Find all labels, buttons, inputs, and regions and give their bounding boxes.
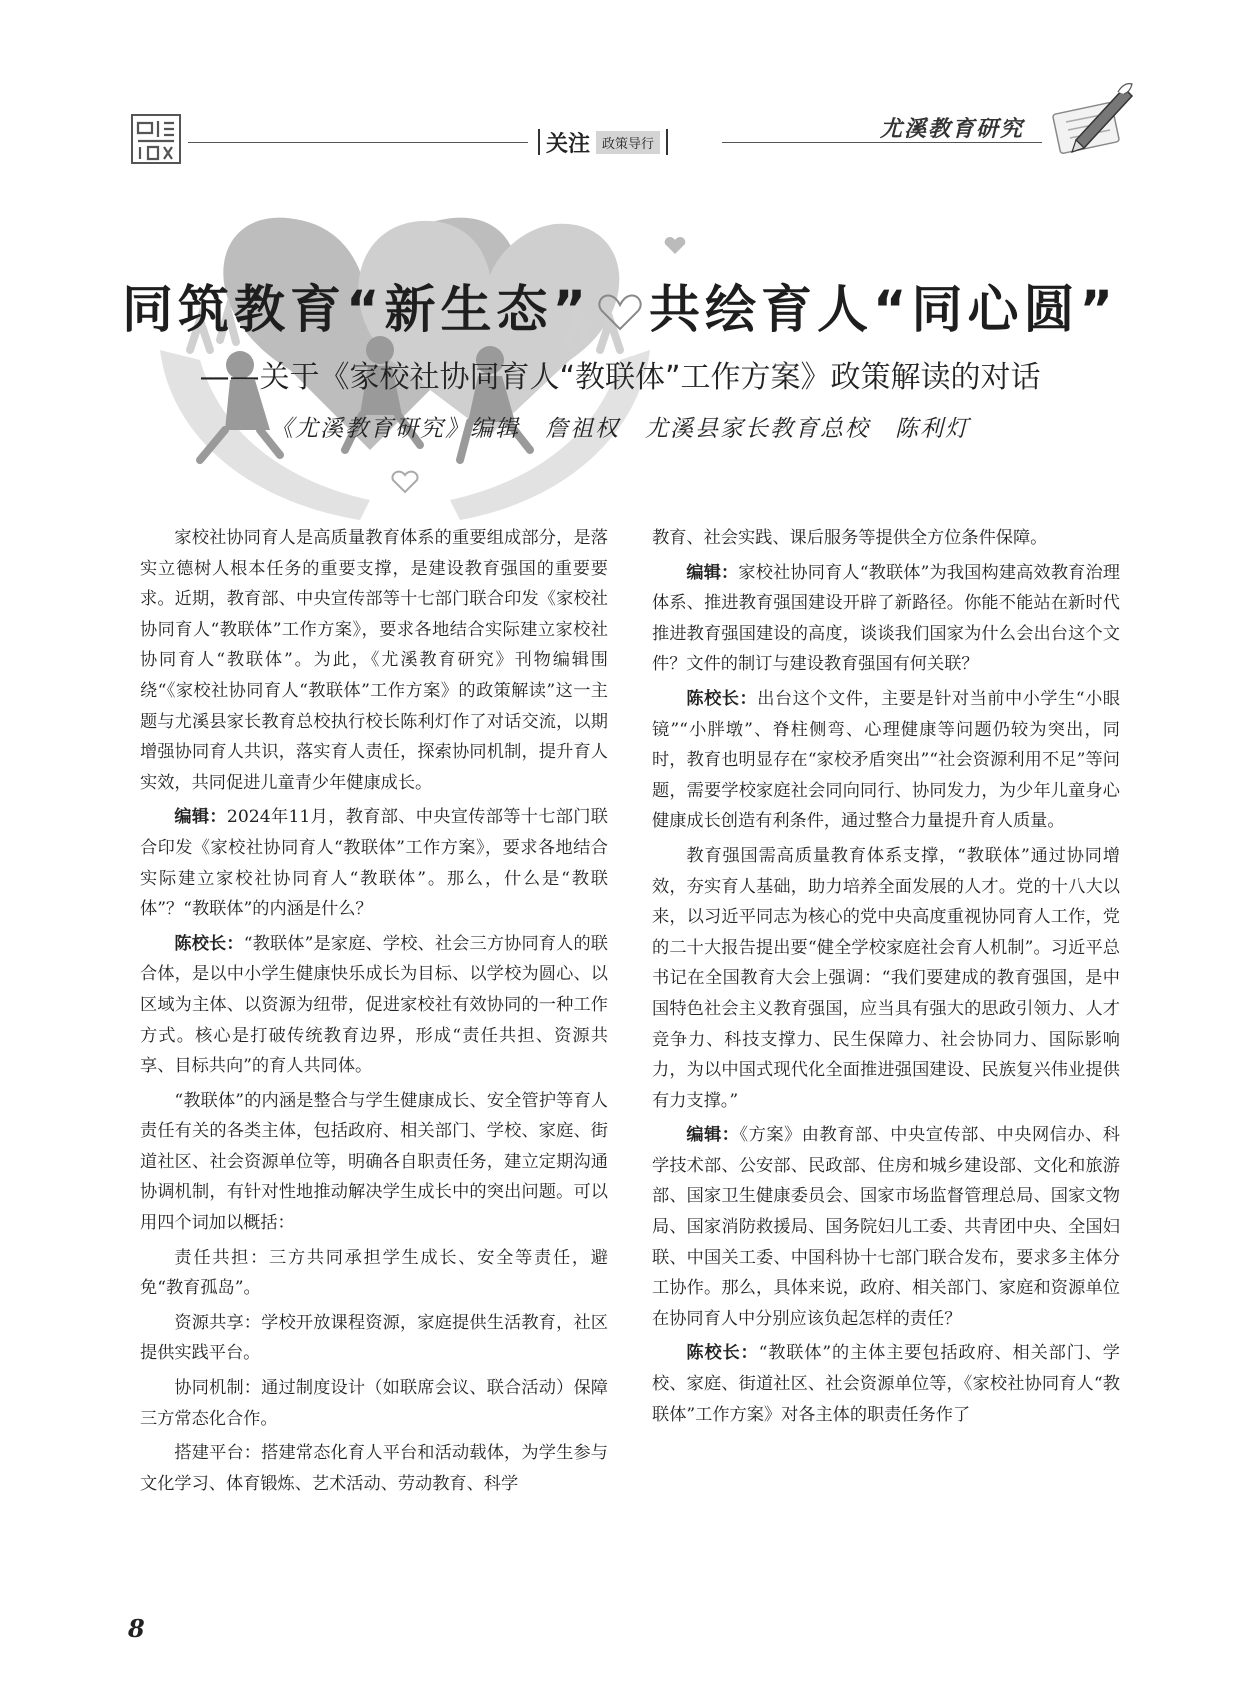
small-heart-icon: [665, 237, 686, 254]
paragraph-text: 教育、社会实践、课后服务等提供全方位条件保障。: [652, 528, 1048, 548]
divider: [538, 129, 540, 155]
body-paragraph: [140, 1243, 608, 1304]
body-paragraph: [140, 523, 608, 798]
body-paragraph: [140, 802, 608, 924]
article-byline: 《尤溪教育研究》编辑 詹祖权 尤溪县家长教育总校 陈利灯: [270, 416, 970, 442]
paragraph-text: 协同机制：通过制度设计（如联席会议、联合活动）保障三方常态化合作。: [140, 1378, 608, 1429]
header-rule-left: [188, 142, 528, 143]
paragraph-text: 资源共享：学校开放课程资源，家庭提供生活教育，社区提供实践平台。: [140, 1312, 608, 1364]
paragraph-text: 责任共担：三方共同承担学生成长、安全等责任，避免“教育孤岛”。: [140, 1247, 608, 1299]
column-name: 关注: [546, 131, 591, 157]
divider: [666, 129, 668, 155]
paragraph-text: “教联体”的内涵是整合与学生健康成长、安全管护等育人责任有关的各类主体，包括政府、相关部门、学校、家庭、街道社区、社会资源单位等，明确各自职责任务，建立定期沟通协调机制，有针对性地推动解决学生成长中的突出问题。可以用四个词加以概括：: [140, 1090, 608, 1234]
speaker-label: 陈校长：: [174, 933, 244, 954]
body-paragraph: [652, 684, 1120, 837]
body-paragraph: [140, 1308, 608, 1369]
body-paragraph: [652, 1120, 1120, 1334]
speaker-label: 编辑：: [686, 562, 739, 583]
speaker-label: 编辑：: [686, 1125, 740, 1146]
article-title-part2: 共绘育人“同心圆”: [649, 281, 1119, 340]
body-paragraph: [652, 841, 1120, 1116]
paragraph-text: 《方案》由教育部、中央宣传部、中央网信办、科学技术部、公安部、民政部、住房和城乡建设部、文化和旅游部、国家卫生健康委员会、国家市场监督管理总局、国家文物局、国家消防救援局、国务院妇儿工委、共青团中央、全国妇联、中国关工委、中国科协十七部门联合发布，要求多主体分工协作。那么，具体来说，政府、相关部门、家庭和资源单位在协同育人中分别应该负起怎样的责任？: [652, 1125, 1120, 1329]
paragraph-text: 家校社协同育人是高质量教育体系的重要组成部分，是落实立德树人根本任务的重要支撑，是建设教育强国的重要要求。近期，教育部、中央宣传部等十七部门联合印发《家校社协同育人“教联体”工作方案》，要求各地结合实际建立家校社协同育人“教联体”。为此，《尤溪教育研究》刊物编辑围绕“《家校社协同育人“教联体”工作方案》的政策解读”这一主题与尤溪县家长教育总校执行校长陈利灯作了对话交流，以期增强协同育人共识，落实育人责任，探索协同机制，提升育人实效，共同促进儿童青少年健康成长。: [140, 528, 608, 793]
magazine-name: 尤溪教育研究: [880, 116, 1025, 142]
article-title: [0, 268, 1240, 342]
column-tag: [538, 126, 668, 158]
speaker-label: 陈校长：: [686, 1343, 759, 1364]
body-paragraph: [652, 558, 1120, 680]
article-title-part1: 同筑教育“新生态”: [121, 281, 591, 340]
paragraph-text: 2024年11月，教育部、中央宣传部等十七部门联合印发《家校社协同育人“教联体”工作方案》，要求各地结合实际建立家校社协同育人“教联体”。那么，什么是“教联体”？“教联体”的内涵是什么？: [140, 807, 608, 920]
page-header: [0, 0, 1240, 190]
pencil-paper-icon: [1038, 78, 1138, 158]
body-paragraph: [140, 1086, 608, 1239]
paragraph-text: 出台这个文件，主要是针对当前中小学生“小眼镜”“小胖墩”、脊柱侧弯、心理健康等问题仍较为突出，同时，教育也明显存在“家校矛盾突出”“社会资源利用不足”等问题，需要学校家庭社会同向同行、协同发力，为少年儿童身心健康成长创造有利条件，通过整合力量提升育人质量。: [652, 688, 1120, 832]
seal-logo-icon: [130, 113, 182, 165]
paragraph-text: “教联体”的主体主要包括政府、相关部门、学校、家庭、街道社区、社会资源单位等，《家校社协同育人“教联体”工作方案》对各主体的职责任务作了: [652, 1343, 1120, 1425]
paragraph-text: “教联体”是家庭、学校、社会三方协同育人的联合体，是以中小学生健康快乐成长为目标、以学校为圆心、以区域为主体、以资源为纽带，促进家校社有效协同的一种工作方式。核心是打破传统教育边界，形成“责任共担、资源共享、目标共向”的育人共同体。: [140, 933, 608, 1077]
heart-outline-icon: [597, 293, 643, 333]
body-paragraph: [652, 523, 1120, 554]
page-number: 8: [128, 1614, 145, 1643]
paragraph-text: 教育强国需高质量教育体系支撑，“教联体”通过协同增效，夯实育人基础，助力培养全面发展的人才。党的十八大以来，以习近平同志为核心的党中央高度重视协同育人工作，党的二十大报告提出要“健全学校家庭社会育人机制”。习近平总书记在全国教育大会上强调：“我们要建成的教育强国，是中国特色社会主义教育强国，应当具有强大的思政引领力、人才竞争力、科技支撑力、民生保障力、社会协同力、国际影响力，为以中国式现代化全面推进强国建设、民族复兴伟业提供有力支撑。”: [652, 845, 1120, 1111]
body-paragraph: [140, 1373, 608, 1434]
speaker-label: 编辑：: [174, 807, 227, 828]
paragraph-text: 家校社协同育人“教联体”为我国构建高效教育治理体系、推进教育强国建设开辟了新路径。你能不能站在新时代推进教育强国建设的高度，谈谈我们国家为什么会出台这个文件？文件的制订与建设教育强国有何关联？: [652, 562, 1120, 675]
column-subname: 政策导行: [596, 131, 660, 154]
body-paragraph: [652, 1338, 1120, 1430]
body-paragraph: [140, 1438, 608, 1499]
body-paragraph: [140, 929, 608, 1082]
body-column-right: [652, 523, 1120, 1430]
article-subtitle: ——关于《家校社协同育人“教联体”工作方案》政策解读的对话: [199, 360, 1041, 395]
speaker-label: 陈校长：: [686, 688, 758, 709]
paragraph-text: 搭建平台：搭建常态化育人平台和活动载体，为学生参与文化学习、体育锻炼、艺术活动、劳动教育、科学: [140, 1443, 608, 1494]
body-column-left: [140, 523, 608, 1499]
small-heart-icon: [392, 472, 417, 492]
